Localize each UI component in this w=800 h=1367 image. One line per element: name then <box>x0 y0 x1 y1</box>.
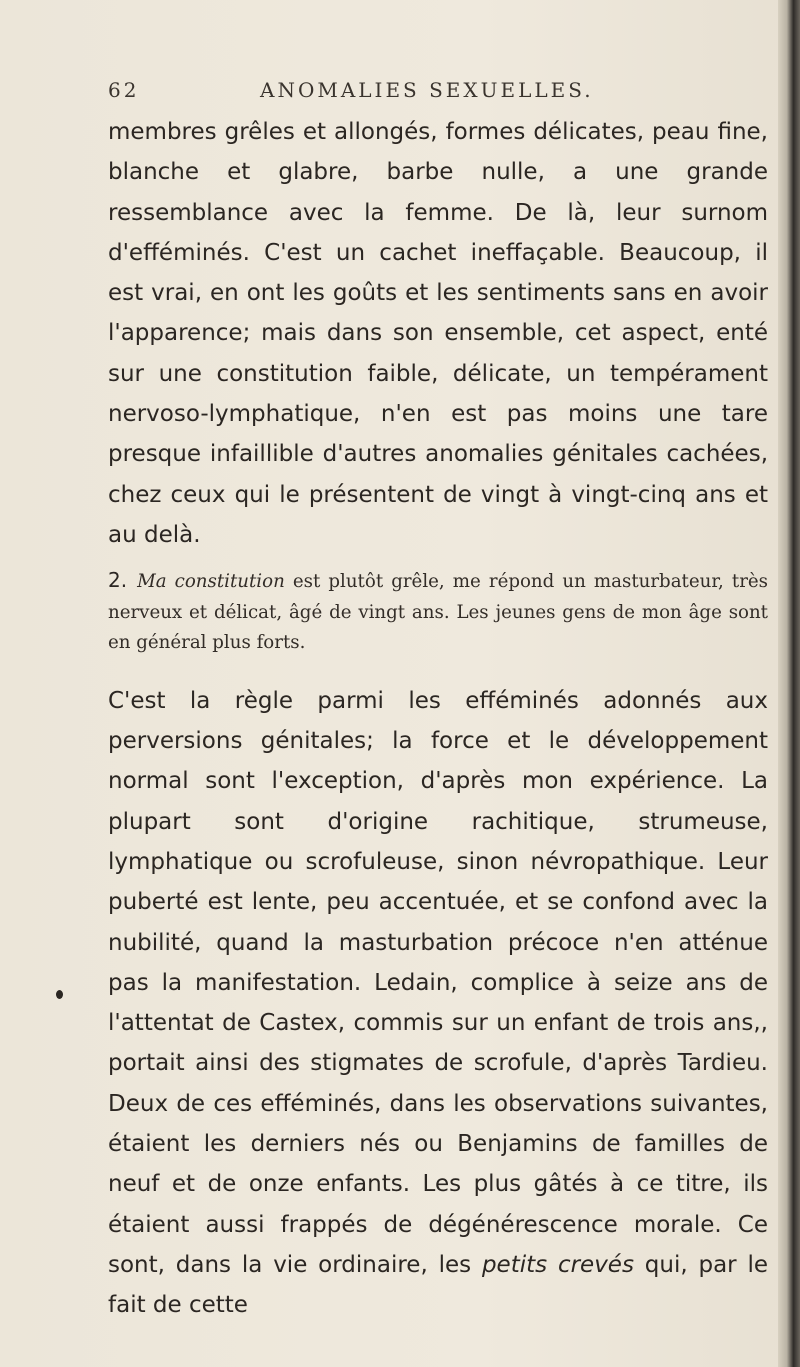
page-number: 62 <box>108 78 140 102</box>
paragraph-2-italic: petits crevés <box>481 1251 634 1278</box>
note-italic-lead: Ma constitution <box>137 571 285 593</box>
page-body <box>108 112 768 1326</box>
margin-ink-dot <box>56 990 63 999</box>
page-binding-edge <box>778 0 800 1367</box>
paragraph-2-text: C'est la règle parmi les efféminés adonnés aux perversions génitales; la force et le développement normal sont l'exception, d'après mon expérience. La plupart sont d'origine rachitique, strumeuse, lymphatique ou scrofuleuse, sinon névropathique. Leur puberté est lente, peu accentuée, et se confond avec la nubilité, quand la masturbation précoce n'en atténue pas la manifestation. Ledain, complice à seize ans de l'attentat de Castex, commis sur un enfant de trois ans,, portait ainsi des stigmates de scrofule, d'après Tardieu. Deux de ces efféminés, dans les observations suivantes, étaient les derniers nés ou Benjamins de familles de neuf et de onze enfants. Les plus gâtés à ce titre, ils étaient aussi frappés de dégénérescence morale. Ce sont, dans la vie ordinaire, les <box>108 687 768 1278</box>
note-number: 2. <box>108 568 128 593</box>
page-header <box>108 78 768 110</box>
running-head: ANOMALIES SEXUELLES. <box>260 78 594 102</box>
paragraph-1: membres grêles et allongés, formes délicates, peau fine, blanche et glabre, barbe nulle, a une grande ressemblance avec la femme. De là, leur surnom d'efféminés. C'est un cachet ineffaçable. Beaucoup, il est vrai, en ont les goûts et les sentiments sans en avoir l'apparence; mais dans son ensemble, cet aspect, enté sur une constitution faible, délicate, un tempérament nervoso-lymphatique, n'en est pas moins une tare presque infaillible d'autres anomalies génitales cachées, chez ceux qui le présentent de vingt à vingt-cinq ans et au delà. <box>108 119 768 548</box>
note-text: est plutôt grêle, me répond un masturbateur, très nerveux et délicat, âgé de vingt ans. Les jeunes gens de mon âge sont en général plus forts. <box>108 571 768 654</box>
paragraph-2-end: qui, par le fait de cette <box>108 1251 769 1319</box>
paragraph-2 <box>108 681 768 1326</box>
footnote-quote <box>108 565 768 659</box>
